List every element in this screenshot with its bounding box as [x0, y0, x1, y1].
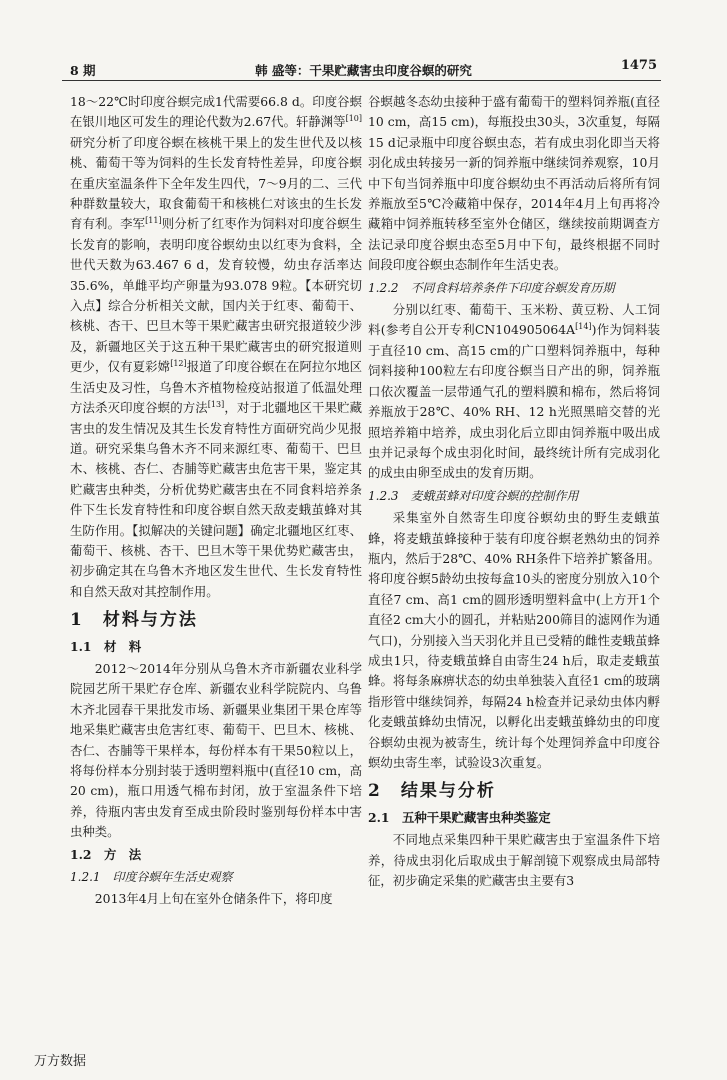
citation: [12]: [170, 359, 187, 369]
running-title: 韩 盛等：干果贮藏害虫印度谷螟的研究: [255, 63, 472, 78]
page-number: 1475: [620, 58, 657, 73]
citation: [14]: [575, 322, 592, 332]
paragraph: 不同地点采集四种干果贮藏害虫于室温条件下培养，待成虫羽化后取成虫于解剖镜下观察成虫局部特征，初步确定采集的贮藏害虫主要有3: [368, 832, 660, 889]
paragraph: 采集室外自然寄生印度谷螟幼虫的野生麦蛾茧蜂，将麦蛾茧蜂接种于装有印度谷螟老熟幼虫的饲养瓶内，然后于28℃、40% RH条件下培养扩繁备用。将印度谷螟5龄幼虫按每盒10头的密度分别放入10个直径7 cm、高1 cm的圆形透明塑料盒中(上方开1个直径2 cm大小的圆孔，并粘贴200筛目的滤网作为通气口)，分别接入当天羽化并且已受精的雌性麦蛾茧蜂成虫1只，待麦蛾茧蜂自由寄生24 h后，取走麦蛾茧蜂。将每条麻痹状态的幼虫单独装入直径1 cm的玻璃指形管中继续饲养，每隔24 h检查并记录幼虫体内孵化麦蛾茧蜂幼虫情况，以孵化出麦蛾茧蜂幼虫的印度谷螟幼虫视为被寄生，统计每个处理饲养盒中印度谷螟幼虫寄生率，试验设3次重复。: [368, 510, 660, 770]
page-header: [70, 58, 657, 80]
section-heading: 2 结果与分析: [368, 781, 496, 802]
text: )作为饲料装于直径10 cm、高15 cm的广口塑料饲养瓶中，每种饲料接种100粒左右印度谷螟当日产出的卵，饲养瓶口依次覆盖一层带通气孔的塑料膜和棉布，然后将饲养瓶放于28℃、40% RH、12 h光照黑暗交替的光照培养箱中培养，成虫羽化后立即由饲养瓶中吸出成虫并记录每个成虫羽化时间，最终统计所有完成羽化的成虫由卵至成虫的发育历期。: [368, 322, 660, 481]
subsection-heading: 2.1 五种干果贮藏害虫种类鉴定: [368, 809, 551, 825]
header-rule: [62, 80, 661, 81]
footer-watermark: 万方数据: [34, 1054, 87, 1069]
citation: [13]: [207, 399, 225, 409]
text: 分别以红枣、葡萄干、玉米粉、黄豆粉、人工饲料(参考自公开专利CN104905064A: [368, 302, 660, 338]
left-column: [70, 92, 362, 910]
subsection-heading: 1.2 方 法: [70, 846, 142, 862]
citation: [10]: [345, 114, 362, 124]
paragraph: 2012～2014年分别从乌鲁木齐市新疆农业科学院园艺所干果贮存仓库、新疆农业科学院院内、乌鲁木齐北园春干果批发市场、新疆果业集团干果仓库等地采集贮藏害虫危害红枣、葡萄干、巴旦木、核桃、杏仁、杏脯等干果样本，每份样本有干果50粒以上，将每份样本分别封装于透明塑料瓶中(直径10 cm，高20 cm)，瓶口用透气棉布封闭，放于室温条件下培养，待瓶内害虫发育至成虫阶段时鉴别每份样本中害虫种类。: [70, 660, 362, 840]
text: 18～22℃时印度谷螟完成1代需要66.8 d。印度谷螟在银川地区可发生的理论代数为2.67代。轩静渊等: [70, 94, 362, 130]
text: 研究分析了印度谷螟在核桃干果上的发生世代及以核桃、葡萄干等为饲料的生长发育特性差异，印度谷螟在重庆室温条件下全年发生四代，7～9月的二、三代种群数量较大，取食葡萄干和核桃仁对该虫的生长发育有利。李军: [70, 134, 362, 232]
subsubsection-heading: 1.2.1 印度谷螟年生活史观察: [70, 870, 233, 885]
text: 报道了印度谷螟在在阿拉尔地区生活史及习性，乌鲁木齐植物检疫站报道了低温处理方法杀灭印度谷螟的方法: [70, 359, 363, 416]
text: 则分析了红枣作为饲料对印度谷螟生长发育的影响，表明印度谷螟幼虫以红枣为食料，全世代天数为63.467 6 d，发育较慢，幼虫存活率达35.6%，单雌平均产卵量为93.078 9粒。【本研究切入点】综合分析相关文献，国内关于红枣、葡萄干、核桃、杏干、巴旦木等干果贮藏害虫研究报道较少涉及，新疆地区关于这五种干果贮藏害虫的研究报道则更少，仅有夏彩嫦: [70, 216, 363, 375]
section-heading: 1 材料与方法: [70, 610, 198, 631]
paragraph: 谷螟越冬态幼虫接种于盛有葡萄干的塑料饲养瓶(直径10 cm，高15 cm)，每瓶投虫30头，3次重复，每隔15 d记录瓶中印度谷螟虫态，若有成虫羽化即当天将羽化成虫转接另一新的饲养瓶中继续饲养观察，10月中下旬当饲养瓶中印度谷螟幼虫不再活动后将所有饲养瓶放至5℃冷藏箱中保存，2014年4月上旬再将冷藏箱中饲养瓶转移至室外仓储区，继续按前期调查方法记录印度谷螟虫态至5月中下旬，最终根据不同时间段印度谷螟虫态制作年生活史表。: [368, 94, 660, 273]
paragraph: [70, 92, 362, 602]
subsubsection-heading: 1.2.2 不同食料培养条件下印度谷螟发育历期: [368, 280, 615, 295]
paragraph: [368, 300, 660, 484]
citation: [11]: [145, 216, 162, 226]
paragraph: 2013年4月上旬在室外仓储条件下，将印度: [94, 891, 333, 907]
subsubsection-heading: 1.2.3 麦蛾茧蜂对印度谷螟的控制作用: [368, 488, 579, 503]
subsection-heading: 1.1 材 料: [70, 638, 142, 654]
text: ，对于北疆地区干果贮藏害虫的发生情况及其生长发育特性方面研究尚少见报道。研究采集乌鲁木齐不同来源红枣、葡萄干、巴旦木、核桃、杏仁、杏脯等贮藏害虫危害干果，鉴定其贮藏害虫种类，分析优势贮藏害虫在不同食料培养条件下生长发育特性和印度谷螟自然天敌麦蛾茧蜂对其生防作用。【拟解决的关键问题】确定北疆地区红枣、葡萄干、核桃、杏干、巴旦木等干果优势贮藏害虫，初步确定其在乌鲁木齐地区发生世代、生长发育特性和自然天敌对其控制作用。: [70, 400, 363, 599]
issue-label: 8 期: [70, 63, 96, 78]
right-column: [368, 92, 660, 891]
